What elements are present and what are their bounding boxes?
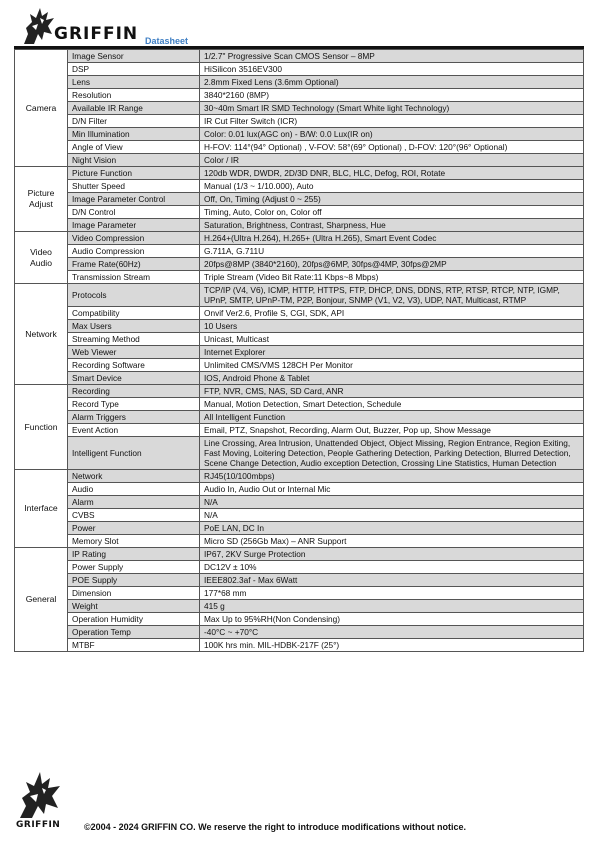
spec-value: IOS, Android Phone & Tablet bbox=[200, 372, 584, 385]
spec-value: Internet Explorer bbox=[200, 346, 584, 359]
section-category: Interface bbox=[15, 470, 68, 548]
section-category: Function bbox=[15, 385, 68, 470]
table-row bbox=[15, 470, 584, 483]
spec-label: Picture Function bbox=[68, 167, 200, 180]
table-row bbox=[15, 167, 584, 180]
table-row bbox=[15, 63, 584, 76]
table-row bbox=[15, 180, 584, 193]
table-row bbox=[15, 398, 584, 411]
section-category: Picture Adjust bbox=[15, 167, 68, 232]
table-row bbox=[15, 206, 584, 219]
table-row bbox=[15, 359, 584, 372]
table-row bbox=[15, 76, 584, 89]
table-row bbox=[15, 561, 584, 574]
spec-value: RJ45(10/100mbps) bbox=[200, 470, 584, 483]
section-category: Video Audio bbox=[15, 232, 68, 284]
spec-label: Smart Device bbox=[68, 372, 200, 385]
spec-label: Event Action bbox=[68, 424, 200, 437]
spec-value: Color: 0.01 lux(AGC on) - B/W: 0.0 Lux(IR on) bbox=[200, 128, 584, 141]
table-row bbox=[15, 89, 584, 102]
spec-value: Email, PTZ, Snapshot, Recording, Alarm Out, Buzzer, Pop up, Show Message bbox=[200, 424, 584, 437]
table-row bbox=[15, 600, 584, 613]
spec-value: 2.8mm Fixed Lens (3.6mm Optional) bbox=[200, 76, 584, 89]
spec-label: Compatibility bbox=[68, 307, 200, 320]
spec-label: Recording Software bbox=[68, 359, 200, 372]
section-category: Camera bbox=[15, 50, 68, 167]
spec-value: Timing, Auto, Color on, Color off bbox=[200, 206, 584, 219]
spec-value: All Intelligent Function bbox=[200, 411, 584, 424]
table-row bbox=[15, 574, 584, 587]
spec-label: D/N Filter bbox=[68, 115, 200, 128]
spec-label: Min Illumination bbox=[68, 128, 200, 141]
section-category: General bbox=[15, 548, 68, 652]
copyright-notice: ©2004 - 2024 GRIFFIN CO. We reserve the right to introduce modifications without notice. bbox=[84, 822, 467, 832]
spec-value: Color / IR bbox=[200, 154, 584, 167]
table-row bbox=[15, 333, 584, 346]
section-category: Network bbox=[15, 284, 68, 385]
spec-label: POE Supply bbox=[68, 574, 200, 587]
spec-label: Night Vision bbox=[68, 154, 200, 167]
spec-value: HiSilicon 3516EV300 bbox=[200, 63, 584, 76]
table-row bbox=[15, 115, 584, 128]
spec-value: Unlimited CMS/VMS 128CH Per Monitor bbox=[200, 359, 584, 372]
spec-label: Power bbox=[68, 522, 200, 535]
table-row bbox=[15, 411, 584, 424]
spec-value: Onvif Ver2.6, Profile S, CGI, SDK, API bbox=[200, 307, 584, 320]
spec-label: Angle of View bbox=[68, 141, 200, 154]
footer-brand-name: GRIFFIN bbox=[16, 820, 61, 830]
spec-value: Max Up to 95%RH(Non Condensing) bbox=[200, 613, 584, 626]
spec-value: 20fps@8MP (3840*2160), 20fps@6MP, 30fps@4MP, 30fps@2MP bbox=[200, 258, 584, 271]
table-row bbox=[15, 535, 584, 548]
table-row bbox=[15, 626, 584, 639]
table-row bbox=[15, 102, 584, 115]
spec-label: Max Users bbox=[68, 320, 200, 333]
spec-value: DC12V ± 10% bbox=[200, 561, 584, 574]
doc-type-label: Datasheet bbox=[145, 36, 189, 46]
spec-label: IP Rating bbox=[68, 548, 200, 561]
spec-value: TCP/IP (V4, V6), ICMP, HTTP, HTTPS, FTP, DHCP, DNS, DDNS, RTP, RTSP, RTCP, NTP, IGMP, UPnP, SMTP, UPnP-TM, P2P, Bonjour, SNMP (V1, V2, V3), UDP, NAT, Multicast, RTMP bbox=[200, 284, 584, 307]
spec-label: Frame Rate(60Hz) bbox=[68, 258, 200, 271]
spec-value: PoE LAN, DC In bbox=[200, 522, 584, 535]
table-row bbox=[15, 128, 584, 141]
spec-label: Audio bbox=[68, 483, 200, 496]
spec-value: Micro SD (256Gb Max) – ANR Support bbox=[200, 535, 584, 548]
spec-value: Manual, Motion Detection, Smart Detection, Schedule bbox=[200, 398, 584, 411]
table-row bbox=[15, 154, 584, 167]
spec-label: Audio Compression bbox=[68, 245, 200, 258]
spec-label: Operation Humidity bbox=[68, 613, 200, 626]
spec-label: Shutter Speed bbox=[68, 180, 200, 193]
spec-value: Off, On, Timing (Adjust 0 ~ 255) bbox=[200, 193, 584, 206]
spec-label: Power Supply bbox=[68, 561, 200, 574]
spec-label: Recording bbox=[68, 385, 200, 398]
table-row bbox=[15, 346, 584, 359]
table-row bbox=[15, 141, 584, 154]
spec-value: IP67, 2KV Surge Protection bbox=[200, 548, 584, 561]
table-row bbox=[15, 385, 584, 398]
spec-value: G.711A, G.711U bbox=[200, 245, 584, 258]
table-row bbox=[15, 548, 584, 561]
spec-value: 10 Users bbox=[200, 320, 584, 333]
spec-label: Available IR Range bbox=[68, 102, 200, 115]
spec-value: 100K hrs min. MIL-HDBK-217F (25°) bbox=[200, 639, 584, 652]
spec-value: 177*68 mm bbox=[200, 587, 584, 600]
spec-value: -40°C ~ +70°C bbox=[200, 626, 584, 639]
spec-label: Network bbox=[68, 470, 200, 483]
spec-label: DSP bbox=[68, 63, 200, 76]
table-row bbox=[15, 587, 584, 600]
spec-value: 120db WDR, DWDR, 2D/3D DNR, BLC, HLC, Defog, ROI, Rotate bbox=[200, 167, 584, 180]
table-row bbox=[15, 509, 584, 522]
table-row bbox=[15, 613, 584, 626]
spec-label: Operation Temp bbox=[68, 626, 200, 639]
spec-value: 1/2.7" Progressive Scan CMOS Sensor – 8MP bbox=[200, 50, 584, 63]
spec-label: Image Sensor bbox=[68, 50, 200, 63]
table-row bbox=[15, 307, 584, 320]
spec-label: Dimension bbox=[68, 587, 200, 600]
spec-label: Web Viewer bbox=[68, 346, 200, 359]
spec-value: 30~40m Smart IR SMD Technology (Smart White light Technology) bbox=[200, 102, 584, 115]
spec-label: Weight bbox=[68, 600, 200, 613]
table-row bbox=[15, 496, 584, 509]
spec-value: N/A bbox=[200, 509, 584, 522]
table-row bbox=[15, 320, 584, 333]
spec-label: Streaming Method bbox=[68, 333, 200, 346]
page-header bbox=[14, 4, 584, 48]
spec-label: CVBS bbox=[68, 509, 200, 522]
table-row bbox=[15, 522, 584, 535]
spec-value: Unicast, Multicast bbox=[200, 333, 584, 346]
spec-label: Resolution bbox=[68, 89, 200, 102]
spec-label: Memory Slot bbox=[68, 535, 200, 548]
spec-label: D/N Control bbox=[68, 206, 200, 219]
spec-label: Alarm bbox=[68, 496, 200, 509]
spec-label: MTBF bbox=[68, 639, 200, 652]
spec-label: Image Parameter Control bbox=[68, 193, 200, 206]
spec-value: Manual (1/3 ~ 1/10.000), Auto bbox=[200, 180, 584, 193]
spec-label: Transmission Stream bbox=[68, 271, 200, 284]
spec-value: IEEE802.3af - Max 6Watt bbox=[200, 574, 584, 587]
spec-label: Image Parameter bbox=[68, 219, 200, 232]
spec-label: Record Type bbox=[68, 398, 200, 411]
table-row bbox=[15, 258, 584, 271]
table-row bbox=[15, 483, 584, 496]
spec-value: 3840*2160 (8MP) bbox=[200, 89, 584, 102]
spec-label: Alarm Triggers bbox=[68, 411, 200, 424]
spec-table bbox=[14, 49, 584, 652]
table-row bbox=[15, 219, 584, 232]
spec-value: Line Crossing, Area Intrusion, Unattended Object, Object Missing, Region Entrance, Region Exiting, Fast Moving, Loitering Detection, People Gathering Detection, Parking Detection, Blurred Detection, Scene Change Detection, Audio exception Detection, Crossing Line Statistics, Human Detection bbox=[200, 437, 584, 470]
spec-value: N/A bbox=[200, 496, 584, 509]
table-row bbox=[15, 193, 584, 206]
spec-value: Saturation, Brightness, Contrast, Sharpness, Hue bbox=[200, 219, 584, 232]
spec-label: Protocols bbox=[68, 284, 200, 307]
spec-label: Intelligent Function bbox=[68, 437, 200, 470]
griffin-footer-logo-icon bbox=[12, 770, 68, 820]
spec-value: H.264+(Ultra H.264), H.265+ (Ultra H.265), Smart Event Codec bbox=[200, 232, 584, 245]
spec-value: Triple Stream (Video Bit Rate:11 Kbps~8 Mbps) bbox=[200, 271, 584, 284]
table-row bbox=[15, 372, 584, 385]
table-row bbox=[15, 271, 584, 284]
table-row bbox=[15, 639, 584, 652]
table-row bbox=[15, 424, 584, 437]
brand-name: GRIFFIN bbox=[54, 24, 139, 44]
table-row bbox=[15, 50, 584, 63]
spec-value: FTP, NVR, CMS, NAS, SD Card, ANR bbox=[200, 385, 584, 398]
spec-value: H-FOV: 114°(94° Optional) , V-FOV: 58°(69° Optional) , D-FOV: 120°(96° Optional) bbox=[200, 141, 584, 154]
spec-value: 415 g bbox=[200, 600, 584, 613]
spec-value: IR Cut Filter Switch (ICR) bbox=[200, 115, 584, 128]
table-row bbox=[15, 232, 584, 245]
spec-value: Audio In, Audio Out or Internal Mic bbox=[200, 483, 584, 496]
table-row bbox=[15, 284, 584, 307]
table-row bbox=[15, 245, 584, 258]
spec-label: Video Compression bbox=[68, 232, 200, 245]
spec-label: Lens bbox=[68, 76, 200, 89]
table-row bbox=[15, 437, 584, 470]
